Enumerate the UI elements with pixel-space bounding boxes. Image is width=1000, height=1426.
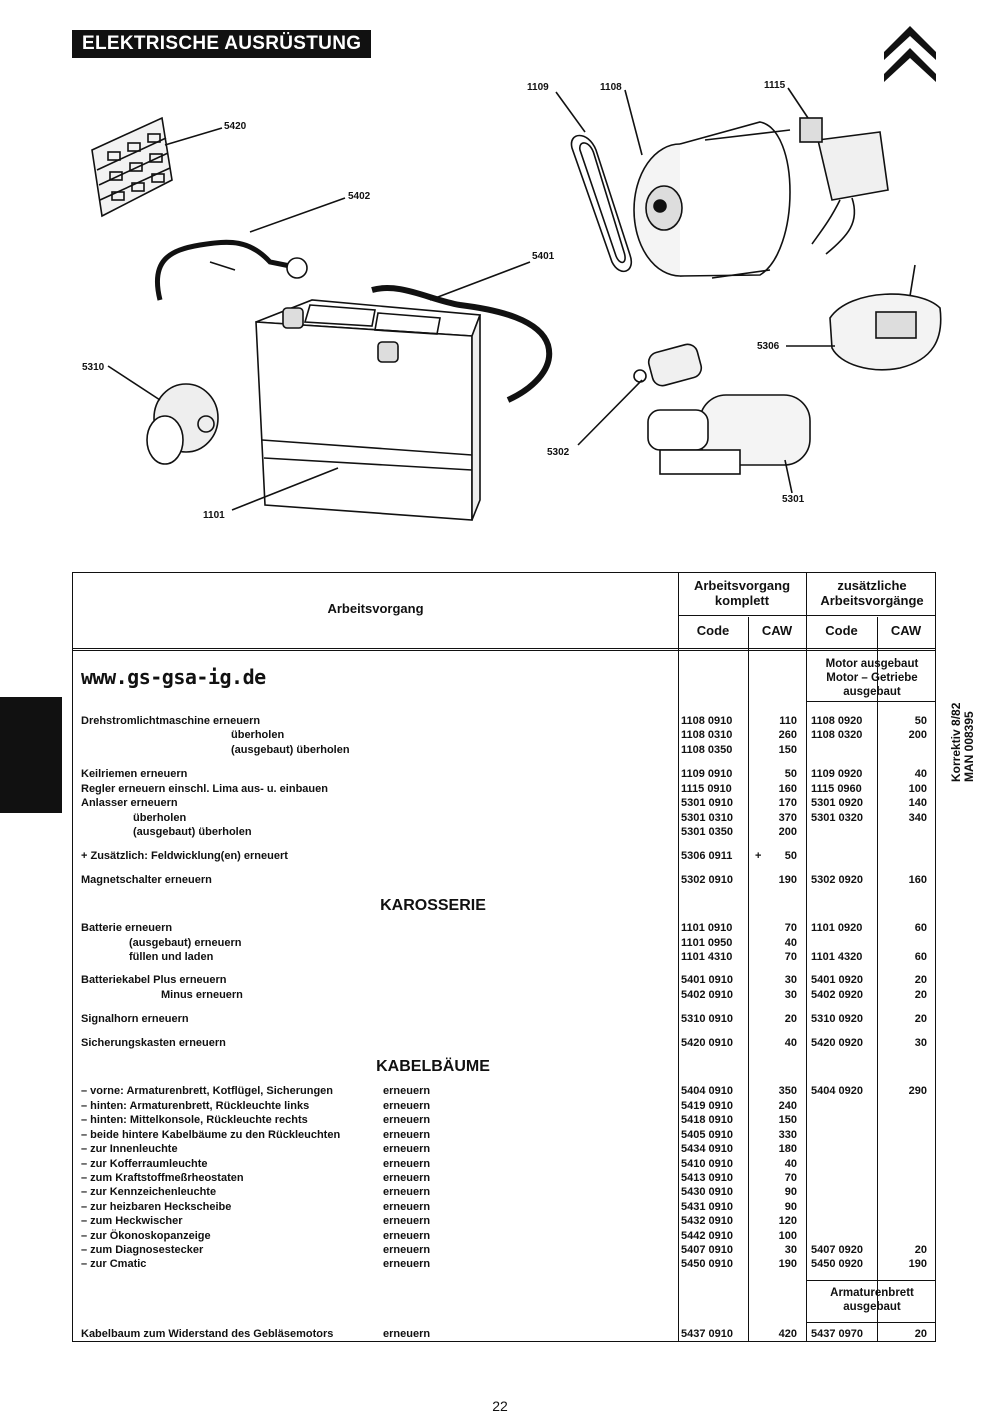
- row-caw-zusaetzlich: 290: [908, 1085, 927, 1097]
- row-caw-komplett: 50: [784, 850, 797, 862]
- row-caw-komplett: 90: [784, 1201, 797, 1213]
- row-label: Keilriemen erneuern: [81, 768, 188, 780]
- row-label: – zum Heckwischer: [81, 1215, 183, 1227]
- row-caw-komplett: 50: [784, 768, 797, 780]
- table-row: [73, 988, 935, 1002]
- row-label: – hinten: Armaturenbrett, Rückleuchte links: [81, 1100, 310, 1112]
- row-caw-komplett: 190: [778, 874, 797, 886]
- table-row: [73, 728, 935, 742]
- row-label: Regler erneuern einschl. Lima aus- u. einbauen: [81, 783, 328, 795]
- row-code-komplett: 1108 0310: [681, 729, 733, 741]
- page-title: ELEKTRISCHE AUSRÜSTUNG: [72, 30, 371, 58]
- svg-text:1109: 1109: [527, 82, 549, 93]
- belt-illustration: [571, 136, 631, 272]
- row-caw-komplett: 170: [778, 797, 797, 809]
- table-row: [73, 1243, 935, 1257]
- table-row: [73, 950, 935, 964]
- row-code-komplett: 5404 0910: [681, 1085, 733, 1097]
- table-row: [73, 743, 935, 757]
- row-code-zusaetzlich: 5404 0920: [811, 1085, 863, 1097]
- row-code-komplett: 5410 0910: [681, 1158, 733, 1170]
- row-label: – zur Cmatic: [81, 1258, 147, 1270]
- header-arbeitsvorgang: Arbeitsvorgang: [327, 601, 424, 616]
- row-caw-komplett: 30: [784, 974, 797, 986]
- row-code-komplett: 5420 0910: [681, 1037, 733, 1049]
- table-row: [73, 1113, 935, 1127]
- parts-diagram: [0, 0, 1000, 560]
- row-caw-komplett: 240: [778, 1100, 797, 1112]
- row-label: – zum Diagnosestecker: [81, 1244, 204, 1256]
- table-row: [73, 849, 935, 863]
- row-caw-komplett: 200: [778, 826, 797, 838]
- row-code-zusaetzlich: 1108 0320: [811, 729, 863, 741]
- fuse-box-illustration: [92, 118, 172, 216]
- row-label: Batteriekabel Plus erneuern: [81, 974, 227, 986]
- row-code-zusaetzlich: 5302 0920: [811, 874, 863, 886]
- table-row: [73, 825, 935, 839]
- horn-illustration: [147, 384, 218, 464]
- row-caw-komplett: 100: [778, 1230, 797, 1242]
- row-action: erneuern: [383, 1172, 431, 1184]
- table-row: [73, 1084, 935, 1098]
- table-row: [73, 1036, 935, 1050]
- row-caw-komplett: 260: [778, 729, 797, 741]
- row-caw-zusaetzlich: 20: [914, 1328, 927, 1340]
- section-karosserie: KAROSSERIE: [380, 897, 486, 914]
- row-code-komplett: 1108 0350: [681, 744, 733, 756]
- row-code-zusaetzlich: 1109 0920: [811, 768, 863, 780]
- website-link[interactable]: www.gs-gsa-ig.de: [81, 665, 266, 689]
- row-caw-komplett: 120: [778, 1215, 797, 1227]
- row-caw-komplett: 40: [784, 1158, 797, 1170]
- row-caw-komplett: 40: [784, 937, 797, 949]
- row-caw-komplett: 90: [784, 1186, 797, 1198]
- side-marker-tab: [0, 697, 62, 813]
- svg-text:5310: 5310: [82, 362, 105, 373]
- svg-text:5401: 5401: [532, 251, 555, 262]
- field-coil-illustration: [830, 265, 941, 370]
- row-caw-komplett: 350: [778, 1085, 797, 1097]
- row-label: – zur Innenleuchte: [81, 1143, 178, 1155]
- svg-text:5301: 5301: [782, 494, 805, 505]
- svg-text:1101: 1101: [203, 510, 225, 521]
- row-label: überholen: [133, 812, 187, 824]
- row-code-zusaetzlich: 5450 0920: [811, 1258, 863, 1270]
- header-code-1: Code: [696, 623, 730, 638]
- svg-text:5420: 5420: [224, 121, 247, 132]
- row-caw-zusaetzlich: 160: [908, 874, 927, 886]
- row-code-zusaetzlich: 1115 0960: [811, 783, 862, 795]
- page-number: 22: [492, 1398, 508, 1414]
- row-label: füllen und laden: [129, 951, 214, 963]
- row-caw-komplett: 190: [778, 1258, 797, 1270]
- table-row: [73, 936, 935, 950]
- row-label: – vorne: Armaturenbrett, Kotflügel, Sicherungen: [81, 1085, 334, 1097]
- table-row: [73, 1257, 935, 1271]
- header-zusaetzlich: zusätzliche Arbeitsvorgänge: [820, 578, 924, 608]
- row-action: erneuern: [383, 1143, 431, 1155]
- row-label: + Zusätzlich: Feldwicklung(en) erneuert: [81, 850, 288, 862]
- row-label: Kabelbaum zum Widerstand des Gebläsemotors: [81, 1328, 334, 1340]
- row-code-komplett: 5437 0910: [681, 1328, 733, 1340]
- row-caw-komplett: 30: [784, 989, 797, 1001]
- row-code-zusaetzlich: 5437 0970: [811, 1328, 863, 1340]
- header-caw-1: CAW: [761, 623, 793, 638]
- svg-text:1108: 1108: [600, 82, 622, 93]
- row-caw-komplett: 110: [779, 715, 797, 727]
- header-caw-2: CAW: [890, 623, 922, 638]
- row-code-zusaetzlich: 1101 4320: [811, 951, 863, 963]
- row-code-komplett: 5430 0910: [681, 1186, 733, 1198]
- row-action: erneuern: [383, 1230, 431, 1242]
- row-caw-zusaetzlich: 100: [908, 783, 927, 795]
- row-code-zusaetzlich: 5310 0920: [811, 1013, 863, 1025]
- row-code-komplett: 1101 4310: [681, 951, 733, 963]
- svg-text:1115: 1115: [764, 80, 786, 91]
- row-caw-zusaetzlich: 40: [914, 768, 927, 780]
- row-code-komplett: 5301 0910: [681, 797, 733, 809]
- table-row: [73, 1128, 935, 1142]
- table-row: [73, 1157, 935, 1171]
- table-row: [73, 1171, 935, 1185]
- note-armaturenbrett-ausgebaut: Armaturenbrett ausgebaut: [830, 1287, 914, 1313]
- row-code-zusaetzlich: 1108 0920: [811, 715, 863, 727]
- row-caw-zusaetzlich: 50: [914, 715, 927, 727]
- row-action: erneuern: [383, 1201, 431, 1213]
- row-caw-komplett: 70: [784, 922, 797, 934]
- row-caw-zusaetzlich: 20: [914, 974, 927, 986]
- row-code-zusaetzlich: 5301 0320: [811, 812, 863, 824]
- table-row: [73, 767, 935, 781]
- row-code-komplett: 5310 0910: [681, 1013, 733, 1025]
- table-row: [73, 1099, 935, 1113]
- row-caw-komplett: 150: [778, 744, 797, 756]
- row-caw-zusaetzlich: 60: [914, 922, 927, 934]
- row-code-zusaetzlich: 5401 0920: [811, 974, 863, 986]
- row-caw-zusaetzlich: 60: [914, 951, 927, 963]
- row-code-komplett: 5442 0910: [681, 1230, 733, 1242]
- table-row: [73, 1012, 935, 1026]
- table-row: [73, 1327, 935, 1341]
- row-label: (ausgebaut) überholen: [133, 826, 252, 838]
- svg-text:5402: 5402: [348, 191, 371, 202]
- row-code-komplett: 5405 0910: [681, 1129, 733, 1141]
- row-label: Signalhorn erneuern: [81, 1013, 189, 1025]
- row-caw-zusaetzlich: 340: [908, 812, 927, 824]
- row-action: erneuern: [383, 1244, 431, 1256]
- table-row: [73, 782, 935, 796]
- row-code-komplett: 5301 0350: [681, 826, 733, 838]
- row-caw-komplett: 330: [778, 1129, 797, 1141]
- row-caw-komplett: 160: [778, 783, 797, 795]
- row-caw-zusaetzlich: 190: [908, 1258, 927, 1270]
- row-caw-komplett: 420: [778, 1328, 797, 1340]
- row-caw-komplett: 30: [784, 1244, 797, 1256]
- note-motor-ausgebaut: Motor ausgebaut Motor – Getriebe ausgebaut: [825, 658, 919, 698]
- row-label: – hinten: Mittelkonsole, Rückleuchte rechts: [81, 1114, 308, 1126]
- row-label: Drehstromlichtmaschine erneuern: [81, 715, 261, 727]
- row-caw-zusaetzlich: 20: [914, 1244, 927, 1256]
- row-code-komplett: 1109 0910: [681, 768, 733, 780]
- regulator-illustration: [800, 118, 888, 254]
- row-code-komplett: 5306 0911: [681, 850, 733, 862]
- row-action: erneuern: [383, 1085, 431, 1097]
- row-caw-zusaetzlich: 20: [914, 989, 927, 1001]
- section-kabelbaeume: KABELBÄUME: [376, 1058, 490, 1075]
- row-code-komplett: 5419 0910: [681, 1100, 733, 1112]
- row-code-komplett: 5431 0910: [681, 1201, 733, 1213]
- row-label: Sicherungskasten erneuern: [81, 1037, 226, 1049]
- row-caw-komplett: 70: [784, 951, 797, 963]
- svg-text:5302: 5302: [547, 447, 570, 458]
- table-row: [73, 873, 935, 887]
- row-caw-komplett: 370: [778, 812, 797, 824]
- row-code-zusaetzlich: 5301 0920: [811, 797, 863, 809]
- row-caw-komplett: 70: [784, 1172, 797, 1184]
- row-action: erneuern: [383, 1114, 431, 1126]
- row-code-komplett: 1115 0910: [681, 783, 732, 795]
- row-label: – zur Ökonoskopanzeige: [81, 1230, 211, 1242]
- row-label: überholen: [231, 729, 285, 741]
- row-caw-komplett: 40: [784, 1037, 797, 1049]
- row-code-komplett: 5434 0910: [681, 1143, 733, 1155]
- svg-text:5306: 5306: [757, 341, 780, 352]
- row-code-komplett: 5302 0910: [681, 874, 733, 886]
- row-code-komplett: 1108 0910: [681, 715, 733, 727]
- header-komplett: Arbeitsvorgang komplett: [693, 578, 791, 608]
- row-label: Magnetschalter erneuern: [81, 874, 212, 886]
- correction-note-text: Korrektiv 8/82 MAN 008395: [949, 702, 976, 782]
- row-code-komplett: 5301 0310: [681, 812, 733, 824]
- row-code-komplett: 1101 0950: [681, 937, 733, 949]
- table-row: [73, 1200, 935, 1214]
- table-row: [73, 1142, 935, 1156]
- row-label: (ausgebaut) überholen: [231, 744, 350, 756]
- row-code-komplett: 5450 0910: [681, 1258, 733, 1270]
- alternator-illustration: [634, 122, 790, 278]
- table-row: [73, 796, 935, 810]
- solenoid-illustration: [634, 342, 704, 388]
- row-code-komplett: 5407 0910: [681, 1244, 733, 1256]
- table-row: [73, 973, 935, 987]
- row-action: erneuern: [383, 1215, 431, 1227]
- row-caw-zusaetzlich: 140: [908, 797, 927, 809]
- row-label: – zur Kofferraumleuchte: [81, 1158, 208, 1170]
- row-action: erneuern: [383, 1100, 431, 1112]
- row-code-zusaetzlich: 5407 0920: [811, 1244, 863, 1256]
- row-code-komplett: 5432 0910: [681, 1215, 733, 1227]
- table-row: [73, 1214, 935, 1228]
- row-caw-komplett: 150: [778, 1114, 797, 1126]
- row-caw-zusaetzlich: 200: [908, 729, 927, 741]
- row-label: Minus erneuern: [161, 989, 243, 1001]
- table-row: [73, 1229, 935, 1243]
- table-row: [73, 714, 935, 728]
- row-caw-zusaetzlich: 30: [914, 1037, 927, 1049]
- table-row: [73, 1185, 935, 1199]
- work-table: [72, 572, 936, 1342]
- row-label: – beide hintere Kabelbäume zu den Rückleuchten: [81, 1129, 341, 1141]
- row-label: (ausgebaut) erneuern: [129, 937, 242, 949]
- row-label: – zum Kraftstoffmeßrheostaten: [81, 1172, 244, 1184]
- row-caw-komplett: 20: [784, 1013, 797, 1025]
- table-row: [73, 811, 935, 825]
- row-caw-komplett: 180: [778, 1143, 797, 1155]
- row-plus: +: [755, 850, 762, 862]
- row-label: – zur heizbaren Heckscheibe: [81, 1201, 232, 1213]
- row-action: erneuern: [383, 1186, 431, 1198]
- row-action: erneuern: [383, 1328, 431, 1340]
- row-code-komplett: 5402 0910: [681, 989, 733, 1001]
- row-code-zusaetzlich: 5402 0920: [811, 989, 863, 1001]
- row-code-komplett: 1101 0910: [681, 922, 733, 934]
- row-code-zusaetzlich: 1101 0920: [811, 922, 863, 934]
- row-label: Anlasser erneuern: [81, 797, 178, 809]
- row-code-komplett: 5418 0910: [681, 1114, 733, 1126]
- row-action: erneuern: [383, 1129, 431, 1141]
- row-code-zusaetzlich: 5420 0920: [811, 1037, 863, 1049]
- row-code-komplett: 5401 0910: [681, 974, 733, 986]
- row-label: Batterie erneuern: [81, 922, 173, 934]
- table-row: [73, 921, 935, 935]
- row-action: erneuern: [383, 1258, 431, 1270]
- correction-note: [950, 652, 980, 782]
- row-caw-zusaetzlich: 20: [914, 1013, 927, 1025]
- row-code-komplett: 5413 0910: [681, 1172, 733, 1184]
- row-label: – zur Kennzeichenleuchte: [81, 1186, 217, 1198]
- row-action: erneuern: [383, 1158, 431, 1170]
- header-code-2: Code: [825, 623, 858, 638]
